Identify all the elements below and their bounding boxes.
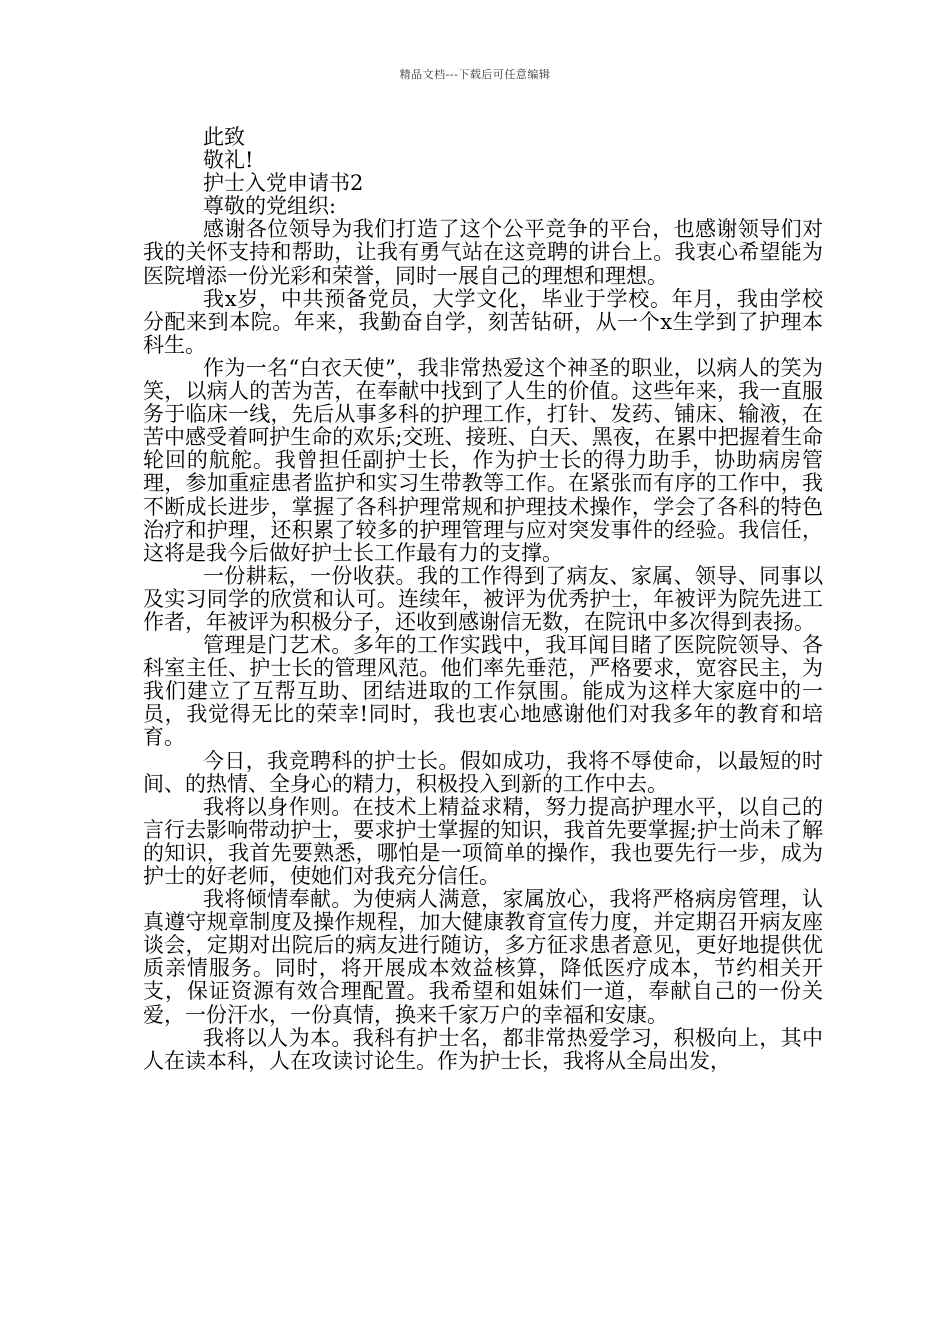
paragraph: 我将以身作则。在技术上精益求精，努力提高护理水平，以自己的言行去影响带动护士，要求护士掌握的知识，我首先要掌握;护士尚未了解的知识，我首先要熟悉，哪怕是一项简单的操作，我也要先行一步，成为护士的好老师，使她们对我充分信任。 [143,794,823,888]
document-body [143,126,823,1073]
document-title: 护士入党申请书2 [203,171,364,196]
salutation: 尊敬的党组织: [203,194,337,219]
paragraph: 作为一名“白衣天使”，我非常热爱这个神圣的职业，以病人的笑为笑，以病人的苦为苦，在奉献中找到了人生的价值。这些年来，我一直服务于临床一线，先后从事多科的护理工作，打针、发药、铺床、输液，在苦中感受着呵护生命的欢乐;交班、接班、白天、黑夜，在累中把握着生命轮回的航舵。我曾担任副护士长，作为护士长的得力助手，协助病房管理，参加重症患者监护和实习生带教等工作。在紧张而有序的工作中，我不断成长进步，掌握了各科护理常规和护理技术操作，学会了各科的特色治疗和护理，还积累了较多的护理管理与应对突发事件的经验。我信任，这将是我今后做好护士长工作最有力的支撑。 [143,355,823,565]
closing-line-2: 敬礼! [203,148,254,173]
paragraph: 管理是门艺术。多年的工作实践中，我耳闻目睹了医院院领导、各科室主任、护士长的管理风范。他们率先垂范，严格要求，宽容民主，为我们建立了互帮互助、团结进取的工作氛围。能成为这样大家庭中的一员，我觉得无比的荣幸!同时，我也衷心地感谢他们对我多年的教育和培育。 [143,633,823,750]
paragraph: 今日，我竞聘科的护士长。假如成功，我将不辱使命，以最短的时间、的热情、全身心的精力，积极投入到新的工作中去。 [143,748,823,796]
paragraph: 我x岁，中共预备党员，大学文化，毕业于学校。年月，我由学校分配来到本院。年来，我勤奋自学，刻苦钻研，从一个x生学到了护理本科生。 [143,286,823,357]
page-header: 精品文档---下载后可任意编辑 [399,68,551,81]
closing-line-1: 此致 [203,125,245,149]
paragraph: 感谢各位领导为我们打造了这个公平竞争的平台，也感谢领导们对我的关怀支持和帮助，让我有勇气站在这竞聘的讲台上。我衷心希望能为医院增添一份光彩和荣誉，同时一展自己的理想和理想。 [143,217,823,288]
paragraph: 一份耕耘，一份收获。我的工作得到了病友、家属、领导、同事以及实习同学的欣赏和认可。连续年，被评为优秀护士，年被评为院先进工作者，年被评为积极分子，还收到感谢信无数，在院讯中多次得到表扬。 [143,563,823,634]
paragraph: 我将倾情奉献。为使病人满意，家属放心，我将严格病房管理，认真遵守规章制度及操作规程，加大健康教育宣传力度，并定期召开病友座谈会，定期对出院后的病友进行随访，多方征求患者意见，更好地提供优质亲情服务。同时，将开展成本效益核算，降低医疗成本，节约相关开支，保证资源有效合理配置。我希望和姐妹们一道，奉献自己的一份关爱，一份汗水，一份真情，换来千家万户的幸福和安康。 [143,887,823,1027]
paragraph: 我将以人为本。我科有护士名，都非常热爱学习，积极向上，其中人在读本科，人在攻读讨论生。作为护士长，我将从全局出发， [143,1025,823,1073]
